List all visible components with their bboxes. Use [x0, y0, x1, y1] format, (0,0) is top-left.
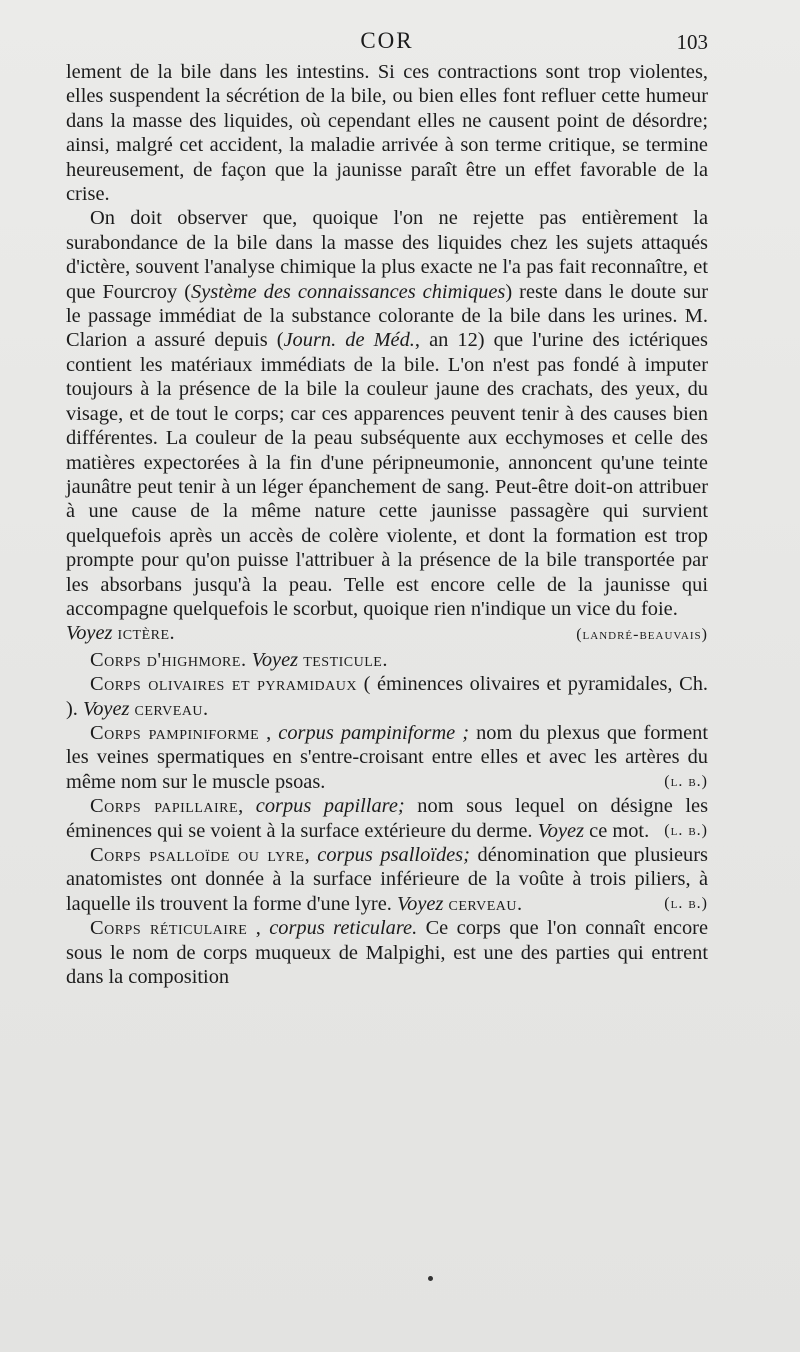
- entry-text: ( éminences olivaires et pyramidales, Ch. ).: [66, 673, 708, 720]
- see-target: cerveau.: [448, 892, 523, 915]
- ink-speck: [428, 1276, 433, 1281]
- running-head: [66, 28, 708, 58]
- latin-term: corpus pampiniforme ;: [278, 721, 470, 744]
- author-signature: (l. b.): [664, 894, 708, 912]
- voyez-word: Voyez: [66, 622, 113, 645]
- latin-term: corpus psalloïdes;: [317, 844, 470, 867]
- running-title: COR: [360, 28, 414, 53]
- separator: ,: [238, 795, 256, 818]
- cross-reference-line: [66, 621, 708, 647]
- voyez-word: Voyez: [251, 648, 299, 671]
- see-target: ictère.: [117, 622, 176, 645]
- author-signature: (landré-beauvais): [576, 626, 708, 644]
- voyez-word: Voyez: [83, 697, 130, 720]
- voyez-word: Voyez: [537, 819, 585, 842]
- entry-headword: Corps réticulaire: [90, 917, 248, 940]
- paragraph-jaundice: [66, 206, 708, 621]
- see-target: cerveau.: [134, 697, 209, 720]
- entry-headword: Corps pampiniforme: [90, 721, 260, 744]
- entry-corps-olivaires: [66, 672, 708, 721]
- entry-text: nom du plexus que forment les veines spermatiques en s'entre-croisant entre elles et avec les artères du même nom sur le muscle psoas.: [66, 721, 709, 793]
- author-signature: (l. b.): [664, 821, 708, 839]
- separator: ,: [247, 917, 270, 940]
- see-target: ce mot.: [589, 819, 650, 842]
- entry-headword: Corps d'highmore.: [90, 648, 247, 671]
- entry-headword: Corps papillaire: [90, 795, 239, 818]
- journal-title: Journ. de Méd.: [283, 329, 415, 352]
- entry-text: dénomination que plusieurs anatomistes ont donnée à la surface inférieure de la voûte à trois piliers, à laquelle ils trouvent la forme d'une lyre.: [66, 844, 708, 915]
- separator: ,: [304, 844, 318, 867]
- latin-term: corpus papillare;: [255, 795, 405, 818]
- page-number: 103: [676, 30, 708, 54]
- paragraph-continuation: lement de la bile dans les intestins. Si ces contractions sont trop violentes, elles suspendent la sécrétion de la bile, ou bien elles font refluer cette humeur dans la masse des liquides, où cependant elles ne causent point de désordre; ainsi, malgré cet accident, la maladie arrivée à son terme critique, se termine heureusement, de façon que la jaunisse paraît être un effet favorable de la crise.: [66, 61, 708, 206]
- author-signature: (l. b.): [664, 772, 708, 790]
- text-run: ) reste dans le doute sur le passage immédiat de la substance colorante de la bile dans les urines. M. Clarion a assuré depuis (: [66, 280, 708, 352]
- entry-corps-highmore: [66, 648, 708, 672]
- entry-text: Ce corps que l'on connaît encore sous le nom de corps muqueux de Malpighi, est une des parties qui entrent dans la composition: [66, 917, 708, 989]
- entry-headword: Corps olivaires et pyramidaux: [90, 673, 357, 696]
- entry-text: nom sous lequel on désigne les éminences qui se voient à la surface extérieure du derme.: [66, 795, 709, 842]
- cross-reference: [66, 621, 175, 645]
- text-run: On doit observer que, quoique l'on ne rejette pas entièrement la surabondance de la bile dans la masse des liquides chez les sujets attaqués d'ictère, souvent l'analyse chimique la plus exacte ne l'a pas fait reconnaître, et que Fourcroy (: [66, 207, 708, 303]
- entry-corps-reticulaire: [66, 916, 708, 989]
- entry-headword: Corps psalloïde ou lyre: [90, 844, 305, 867]
- separator: ,: [259, 721, 279, 744]
- voyez-word: Voyez: [396, 892, 444, 915]
- latin-term: corpus reticulare.: [269, 917, 418, 940]
- entry-corps-papillaire: [66, 794, 708, 843]
- book-title: Système des connaissances chimiques: [191, 280, 506, 303]
- text-run: , an 12) que l'urine des ictériques contient les matériaux immédiats de la bile. L'on n'est pas fondé à imputer toujours à la présence de la bile la couleur jaune des crachats, des yeux, du visage, et de tout le corps; car ces apparences peuvent tenir à des causes bien différentes. La couleur de la peau subséquente aux ecchymoses et celle des matières expectorées à la fin d'une péripneumonie, annoncent qu'une teinte jaunâtre peut tenir à un léger épanchement de sang. Peut-être doit-on attribuer à une cause de la même nature cette jaunisse passagère qui survient quelquefois après un accès de colère violente, et dont la formation est trop prompte pour qu'on puisse l'attribuer à la présence de la bile transportée par les absorbans jusqu'à la peau. Telle est encore celle de la jaunisse qui accompagne quelquefois le scorbut, quoique rien n'indique un vice du foie.: [66, 329, 708, 620]
- body-text: [66, 60, 708, 989]
- see-target: testicule.: [303, 648, 388, 671]
